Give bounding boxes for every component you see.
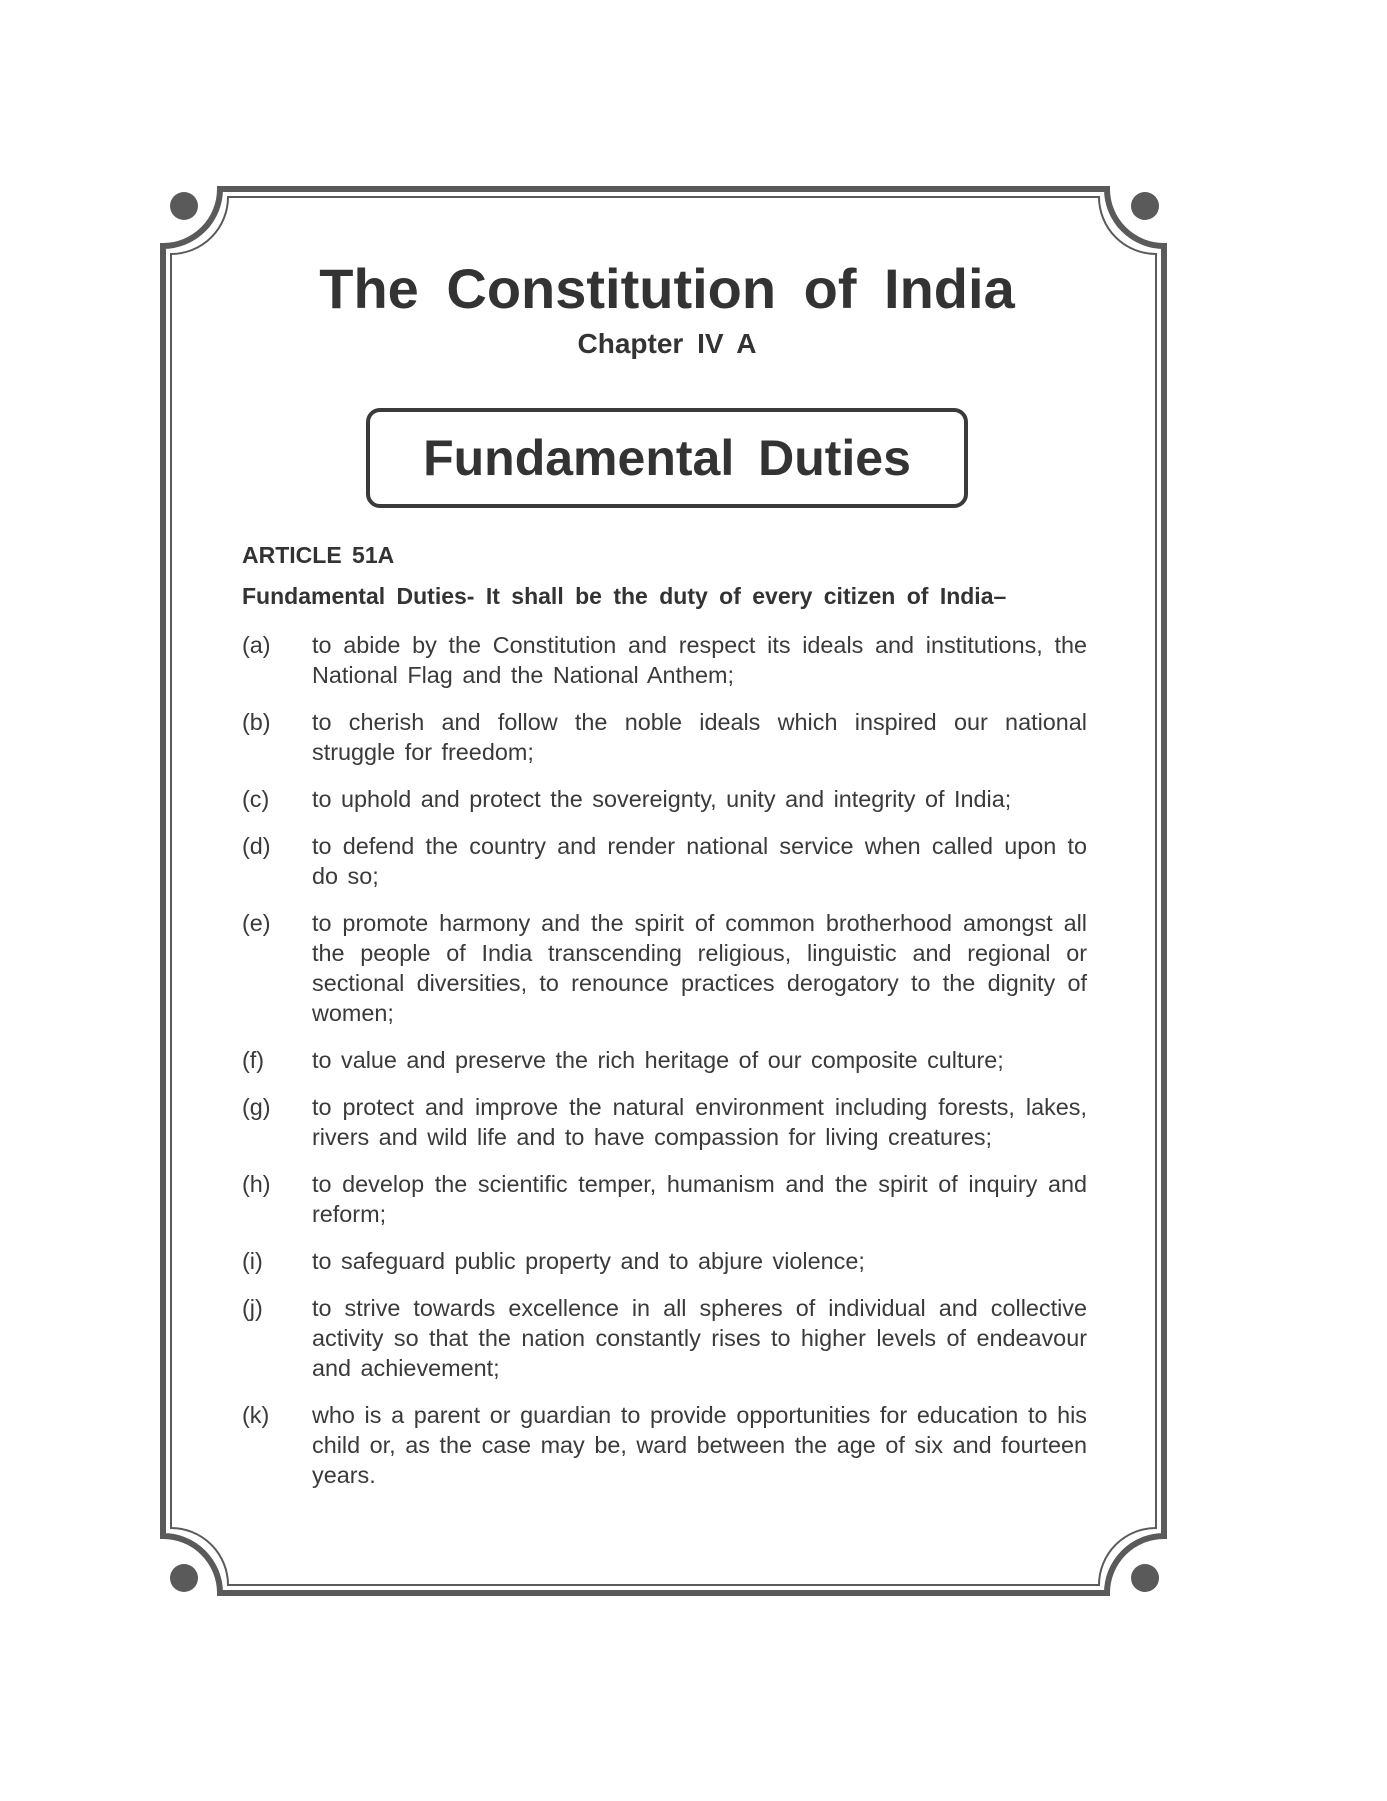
list-item-text: to cherish and follow the noble ideals which inspired our national struggle for freedom; bbox=[312, 708, 1087, 765]
list-item bbox=[242, 1246, 1092, 1276]
list-item-label: (h) bbox=[242, 1170, 271, 1197]
list-item-text: to defend the country and render national service when called upon to do so; bbox=[312, 832, 1087, 889]
document-content bbox=[242, 258, 1092, 1507]
list-item bbox=[242, 1045, 1092, 1075]
list-item bbox=[242, 831, 1092, 891]
list-item bbox=[242, 784, 1092, 814]
list-item bbox=[242, 908, 1092, 1028]
list-item bbox=[242, 1400, 1092, 1490]
list-item-text: to abide by the Constitution and respect its ideals and institutions, the National Flag and the National Anthem; bbox=[312, 631, 1087, 688]
list-item-label: (b) bbox=[242, 708, 271, 735]
list-item-text: to promote harmony and the spirit of common brotherhood amongst all the people of India transcending religious, linguistic and regional or sectional diversities, to renounce practices derogatory to the dignity of women; bbox=[312, 909, 1087, 1026]
list-item-text: to safeguard public property and to abjure violence; bbox=[312, 1247, 865, 1274]
list-item bbox=[242, 630, 1092, 690]
list-item-label: (c) bbox=[242, 785, 270, 812]
list-item-label: (k) bbox=[242, 1401, 270, 1428]
section-heading: Fundamental Duties bbox=[423, 429, 911, 486]
frame-corner-dot-top-left bbox=[170, 192, 198, 220]
list-item-label: (j) bbox=[242, 1294, 263, 1321]
frame-corner-dot-bottom-left bbox=[170, 1564, 198, 1592]
list-item bbox=[242, 707, 1092, 767]
list-item-label: (e) bbox=[242, 909, 271, 936]
list-item-text: who is a parent or guardian to provide opportunities for education to his child or, as the case may be, ward between the age of six and fourteen years. bbox=[312, 1401, 1087, 1488]
heading-box bbox=[366, 408, 968, 508]
page-title: The Constitution of India bbox=[319, 257, 1015, 320]
list-item-text: to value and preserve the rich heritage of our composite culture; bbox=[312, 1046, 1004, 1073]
article-intro: Fundamental Duties- It shall be the duty of every citizen of India– bbox=[242, 582, 1007, 609]
frame-corner-dot-bottom-right bbox=[1131, 1564, 1159, 1592]
list-item-label: (g) bbox=[242, 1093, 271, 1120]
list-item-label: (a) bbox=[242, 631, 271, 658]
list-item-text: to protect and improve the natural environment including forests, lakes, rivers and wild life and to have compassion for living creatures; bbox=[312, 1093, 1087, 1150]
list-item bbox=[242, 1092, 1092, 1152]
list-item-label: (i) bbox=[242, 1247, 263, 1274]
list-item-text: to uphold and protect the sovereignty, unity and integrity of India; bbox=[312, 785, 1012, 812]
list-item-text: to strive towards excellence in all spheres of individual and collective activity so that the nation constantly rises to higher levels of endeavour and achievement; bbox=[312, 1294, 1087, 1381]
list-item bbox=[242, 1169, 1092, 1229]
list-item-text: to develop the scientific temper, humanism and the spirit of inquiry and reform; bbox=[312, 1170, 1087, 1227]
list-item-label: (f) bbox=[242, 1046, 265, 1073]
chapter-subtitle: Chapter IV A bbox=[577, 327, 757, 359]
frame-corner-dot-top-right bbox=[1131, 192, 1159, 220]
list-item-label: (d) bbox=[242, 832, 271, 859]
list-item bbox=[242, 1293, 1092, 1383]
duties-list bbox=[242, 630, 1092, 1490]
article-number: ARTICLE 51A bbox=[242, 541, 395, 568]
